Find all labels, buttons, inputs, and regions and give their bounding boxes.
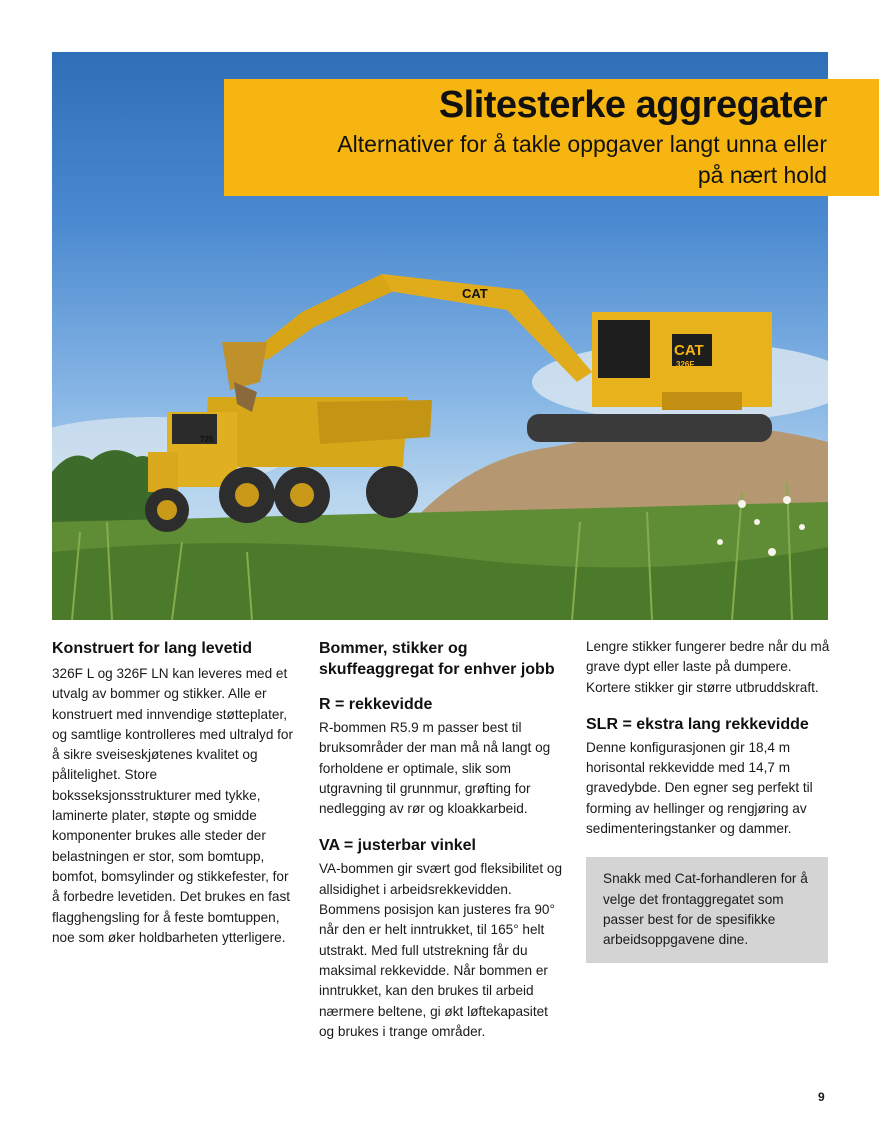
page-title: Slitesterke aggregater — [438, 84, 827, 126]
truck-badge: 725 — [200, 435, 214, 444]
subsection-heading-slr: SLR = ekstra lang rekkevidde — [586, 715, 809, 733]
subsection-heading-r: R = rekkevidde — [319, 696, 433, 713]
intro-paragraph: Lengre stikker fungerer bedre når du må grave dypt eller laste på dumpere. Kortere stikker gir større utbruddskraft. — [586, 639, 830, 695]
section-heading: Konstruert for lang levetid — [52, 640, 253, 657]
column-middle — [319, 638, 564, 1042]
cab-logo: CAT — [674, 342, 704, 359]
section-heading: Bommer, stikker og skuffeaggregat for enhver jobb — [319, 640, 555, 678]
page-subtitle: Alternativer for å takle oppgaver langt unna eller på nært hold — [337, 131, 827, 188]
subsection-body-slr: Denne konfigurasjonen gir 18,4 m horisontal rekkevidde med 14,7 m gravedybde. Den egner seg perfekt til forming av hellinger og rengjøring av sedimenteringstanker og dammer. — [586, 739, 813, 837]
subsection-body-va: VA-bommen gir svært god fleksibilitet og allsidighet i arbeidsrekkevidden. Bommens posisjon kan justeres fra 90° når den er helt inntrukket, til 165° helt utstrakt. Med full utstrekning får du maksimal rekkevidde. Når bommen er inntrukket, kan den brukes til arbeid nærmere beltene, gi økt løftekapasitet og brukes i trange områder. — [319, 861, 563, 1039]
subsection-heading-va: VA = justerbar vinkel — [319, 837, 476, 855]
column-right — [586, 637, 831, 963]
excavator-badge: CAT — [462, 286, 488, 301]
subsection-body-r: R-bommen R5.9 m passer best til bruksområder der man må nå langt og forholdene er optimale, slik som utgravning til grunnmur, grøfting for nedlegging av rør og kloakkarbeid. — [319, 720, 551, 817]
model-plate: 326F — [676, 360, 695, 369]
column-left — [52, 638, 297, 948]
callout-text: Snakk med Cat-forhandleren for å velge det frontaggregatet som passer best for de spesifikke arbeidsoppgavene dine. — [603, 871, 808, 948]
section-body: 326F L og 326F LN kan leveres med et utvalg av bommer og stikker. Alle er konstruert med innvendige støtteplater, og samtlige kontrolleres med ultralyd for å sikre sveiseskjøtenes kvalitet og pålitelighet. Store boksseksjonsstrukturer med tykke, laminerte plater, støpte og smidde komponenter brukes alle steder der belastningen er stor, som bomtupp, bomfot, bomsylinder og stikkefester, for å forbedre levetiden. Det brukes en fast flagghengsling for å feste bomtuppen, noe som øker holdbarheten ytterligere. — [52, 666, 294, 945]
dealer-callout — [586, 857, 828, 962]
page-number: 9 — [818, 1090, 825, 1104]
